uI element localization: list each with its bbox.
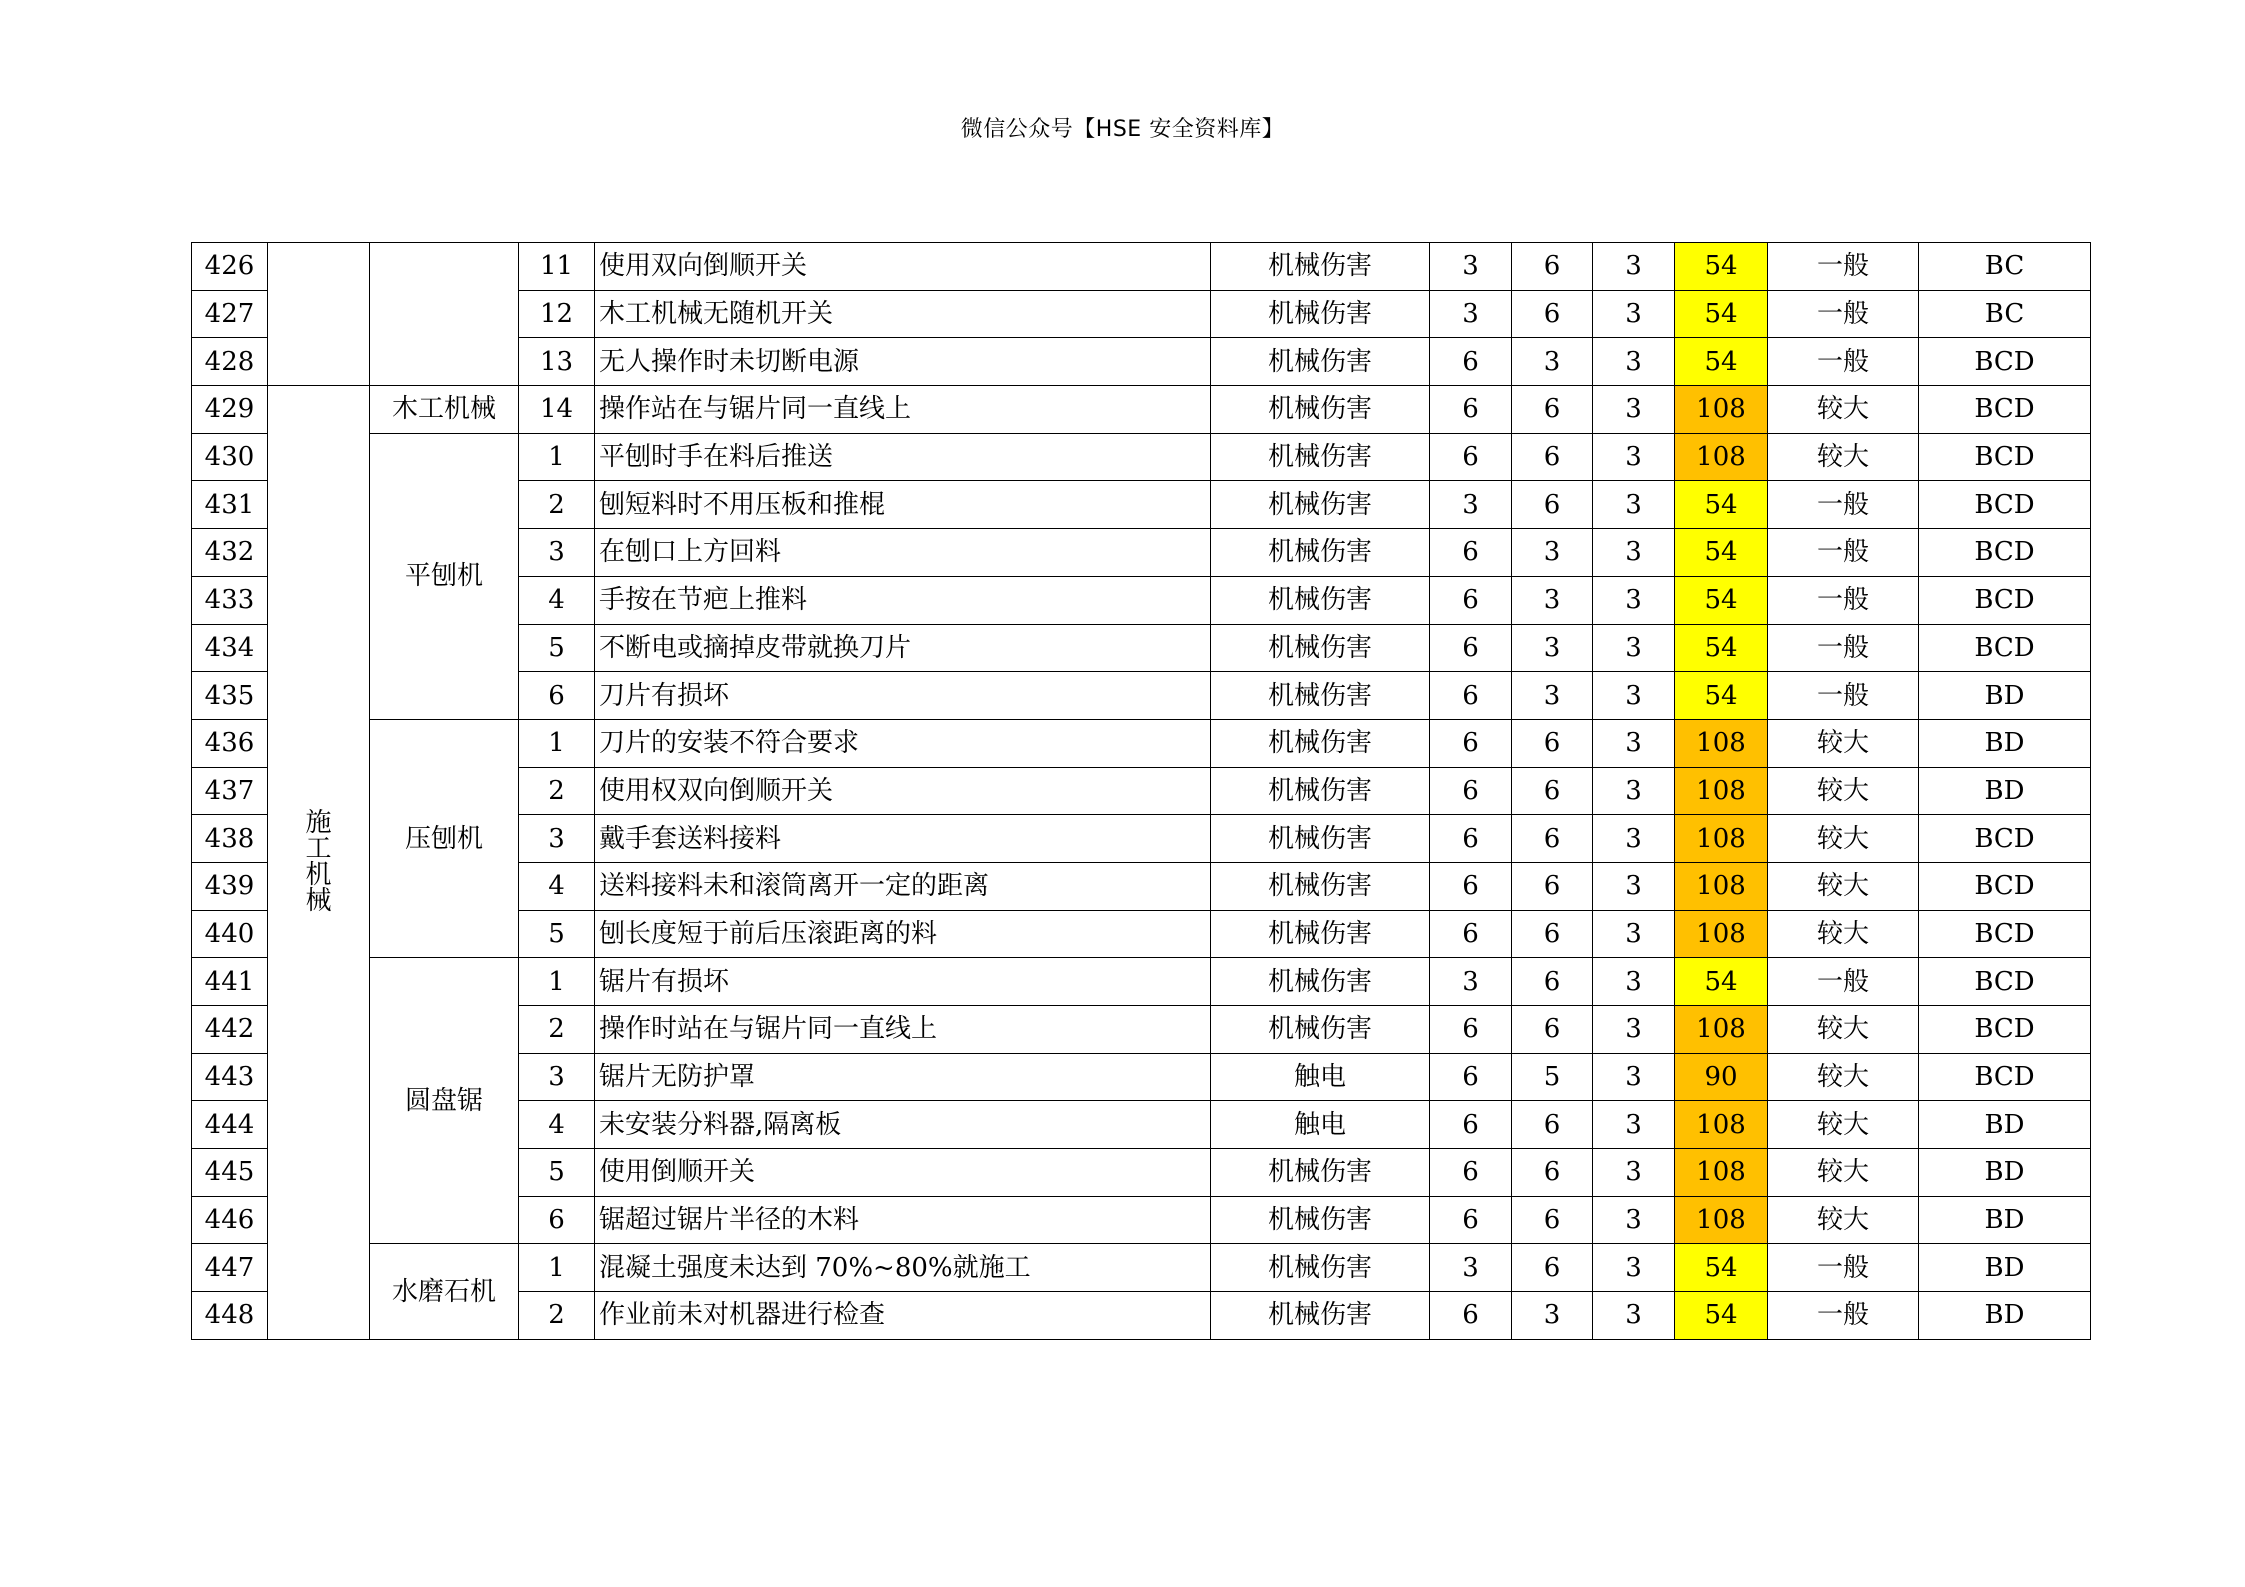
control-measures: BCD (1919, 862, 2091, 910)
control-measures: BC (1919, 290, 2091, 338)
hazard-description: 戴手套送料接料 (595, 815, 1211, 863)
score-c: 3 (1593, 1292, 1675, 1340)
item-index: 1 (519, 433, 595, 481)
accident-type: 机械伤害 (1211, 243, 1430, 291)
row-number: 441 (192, 958, 268, 1006)
item-index: 1 (519, 1244, 595, 1292)
hazard-description: 操作时站在与锯片同一直线上 (595, 1006, 1211, 1054)
score-c: 3 (1593, 719, 1675, 767)
score-c: 3 (1593, 433, 1675, 481)
score-c: 3 (1593, 1196, 1675, 1244)
score-d: 108 (1675, 433, 1768, 481)
hazard-description: 平刨时手在料后推送 (595, 433, 1211, 481)
control-measures: BCD (1919, 958, 2091, 1006)
control-measures: BD (1919, 1101, 2091, 1149)
score-d: 108 (1675, 1196, 1768, 1244)
row-number: 444 (192, 1101, 268, 1149)
accident-type: 机械伤害 (1211, 433, 1430, 481)
score-l: 6 (1430, 1101, 1512, 1149)
row-number: 430 (192, 433, 268, 481)
score-l: 6 (1430, 1149, 1512, 1197)
row-number: 436 (192, 719, 268, 767)
score-l: 3 (1430, 243, 1512, 291)
accident-type: 机械伤害 (1211, 576, 1430, 624)
score-l: 3 (1430, 290, 1512, 338)
control-measures: BCD (1919, 338, 2091, 386)
score-c: 3 (1593, 386, 1675, 434)
score-e: 3 (1512, 1292, 1593, 1340)
score-l: 6 (1430, 815, 1512, 863)
score-c: 3 (1593, 624, 1675, 672)
score-e: 6 (1512, 1149, 1593, 1197)
accident-type: 机械伤害 (1211, 1149, 1430, 1197)
score-d: 54 (1675, 1244, 1768, 1292)
control-measures: BCD (1919, 481, 2091, 529)
accident-type: 机械伤害 (1211, 767, 1430, 815)
score-d: 108 (1675, 719, 1768, 767)
score-d: 108 (1675, 815, 1768, 863)
accident-type: 触电 (1211, 1053, 1430, 1101)
risk-level: 较大 (1768, 433, 1919, 481)
equipment-cell: 木工机械 (370, 386, 519, 434)
control-measures: BD (1919, 672, 2091, 720)
row-number: 431 (192, 481, 268, 529)
score-c: 3 (1593, 910, 1675, 958)
control-measures: BD (1919, 767, 2091, 815)
item-index: 5 (519, 624, 595, 672)
score-d: 54 (1675, 243, 1768, 291)
score-l: 6 (1430, 1006, 1512, 1054)
accident-type: 机械伤害 (1211, 386, 1430, 434)
row-number: 426 (192, 243, 268, 291)
accident-type: 机械伤害 (1211, 481, 1430, 529)
score-d: 108 (1675, 910, 1768, 958)
item-index: 14 (519, 386, 595, 434)
hazard-description: 刨长度短于前后压滚距离的料 (595, 910, 1211, 958)
risk-level: 一般 (1768, 290, 1919, 338)
risk-level: 一般 (1768, 529, 1919, 577)
control-measures: BCD (1919, 910, 2091, 958)
score-d: 108 (1675, 862, 1768, 910)
score-d: 108 (1675, 386, 1768, 434)
row-number: 437 (192, 767, 268, 815)
control-measures: BCD (1919, 433, 2091, 481)
score-c: 3 (1593, 767, 1675, 815)
item-index: 5 (519, 1149, 595, 1197)
row-number: 447 (192, 1244, 268, 1292)
score-l: 6 (1430, 576, 1512, 624)
hazard-description: 锯片有损坏 (595, 958, 1211, 1006)
score-d: 54 (1675, 958, 1768, 1006)
score-c: 3 (1593, 338, 1675, 386)
risk-level: 较大 (1768, 719, 1919, 767)
risk-level: 较大 (1768, 1196, 1919, 1244)
control-measures: BD (1919, 1149, 2091, 1197)
hazard-description: 木工机械无随机开关 (595, 290, 1211, 338)
risk-level: 一般 (1768, 576, 1919, 624)
item-index: 11 (519, 243, 595, 291)
control-measures: BCD (1919, 529, 2091, 577)
risk-level: 一般 (1768, 672, 1919, 720)
control-measures: BD (1919, 1292, 2091, 1340)
item-index: 4 (519, 576, 595, 624)
risk-level: 较大 (1768, 1149, 1919, 1197)
risk-assessment-table (191, 242, 2091, 1340)
score-c: 3 (1593, 958, 1675, 1006)
control-measures: BCD (1919, 386, 2091, 434)
item-index: 2 (519, 1292, 595, 1340)
score-c: 3 (1593, 862, 1675, 910)
row-number: 448 (192, 1292, 268, 1340)
hazard-description: 混凝土强度未达到 70%~80%就施工 (595, 1244, 1211, 1292)
risk-level: 较大 (1768, 1053, 1919, 1101)
item-index: 4 (519, 862, 595, 910)
risk-level: 一般 (1768, 338, 1919, 386)
row-number: 434 (192, 624, 268, 672)
accident-type: 机械伤害 (1211, 624, 1430, 672)
score-d: 54 (1675, 481, 1768, 529)
score-l: 6 (1430, 1292, 1512, 1340)
score-d: 54 (1675, 624, 1768, 672)
hazard-description: 手按在节疤上推料 (595, 576, 1211, 624)
item-index: 6 (519, 672, 595, 720)
accident-type: 机械伤害 (1211, 910, 1430, 958)
hazard-description: 刀片有损坏 (595, 672, 1211, 720)
category-cell (268, 386, 370, 1340)
item-index: 3 (519, 1053, 595, 1101)
row-number: 442 (192, 1006, 268, 1054)
score-c: 3 (1593, 1149, 1675, 1197)
score-l: 6 (1430, 910, 1512, 958)
risk-level: 一般 (1768, 1244, 1919, 1292)
accident-type: 触电 (1211, 1101, 1430, 1149)
accident-type: 机械伤害 (1211, 1244, 1430, 1292)
row-number: 428 (192, 338, 268, 386)
score-c: 3 (1593, 529, 1675, 577)
accident-type: 机械伤害 (1211, 815, 1430, 863)
control-measures: BD (1919, 1196, 2091, 1244)
score-l: 6 (1430, 624, 1512, 672)
score-e: 6 (1512, 1196, 1593, 1244)
row-number: 438 (192, 815, 268, 863)
score-e: 3 (1512, 624, 1593, 672)
row-number: 427 (192, 290, 268, 338)
blank-equipment-cell (370, 243, 519, 386)
score-l: 6 (1430, 386, 1512, 434)
accident-type: 机械伤害 (1211, 529, 1430, 577)
score-l: 3 (1430, 958, 1512, 1006)
score-l: 6 (1430, 1196, 1512, 1244)
hazard-description: 使用权双向倒顺开关 (595, 767, 1211, 815)
score-d: 54 (1675, 576, 1768, 624)
score-e: 6 (1512, 1006, 1593, 1054)
row-number: 439 (192, 862, 268, 910)
hazard-description: 操作站在与锯片同一直线上 (595, 386, 1211, 434)
control-measures: BCD (1919, 624, 2091, 672)
item-index: 6 (519, 1196, 595, 1244)
row-number: 445 (192, 1149, 268, 1197)
risk-level: 较大 (1768, 862, 1919, 910)
score-l: 6 (1430, 862, 1512, 910)
item-index: 12 (519, 290, 595, 338)
risk-level: 一般 (1768, 958, 1919, 1006)
item-index: 2 (519, 1006, 595, 1054)
risk-level: 较大 (1768, 767, 1919, 815)
table-row (192, 243, 2091, 291)
hazard-description: 锯片无防护罩 (595, 1053, 1211, 1101)
hazard-description: 送料接料未和滚筒离开一定的距离 (595, 862, 1211, 910)
score-e: 6 (1512, 719, 1593, 767)
control-measures: BCD (1919, 1006, 2091, 1054)
hazard-description: 在刨口上方回料 (595, 529, 1211, 577)
accident-type: 机械伤害 (1211, 1196, 1430, 1244)
hazard-description: 刀片的安装不符合要求 (595, 719, 1211, 767)
item-index: 3 (519, 815, 595, 863)
score-e: 6 (1512, 433, 1593, 481)
risk-level: 较大 (1768, 910, 1919, 958)
risk-level: 较大 (1768, 815, 1919, 863)
accident-type: 机械伤害 (1211, 290, 1430, 338)
accident-type: 机械伤害 (1211, 958, 1430, 1006)
score-l: 6 (1430, 767, 1512, 815)
score-l: 3 (1430, 1244, 1512, 1292)
control-measures: BCD (1919, 815, 2091, 863)
hazard-description: 刨短料时不用压板和推棍 (595, 481, 1211, 529)
row-number: 432 (192, 529, 268, 577)
item-index: 2 (519, 767, 595, 815)
equipment-cell: 水磨石机 (370, 1244, 519, 1339)
score-e: 6 (1512, 958, 1593, 1006)
score-d: 54 (1675, 672, 1768, 720)
page-header: 微信公众号【HSE 安全资料库】 (960, 117, 1285, 142)
score-e: 6 (1512, 481, 1593, 529)
score-c: 3 (1593, 1244, 1675, 1292)
score-d: 54 (1675, 529, 1768, 577)
row-number: 443 (192, 1053, 268, 1101)
score-e: 6 (1512, 767, 1593, 815)
control-measures: BCD (1919, 576, 2091, 624)
accident-type: 机械伤害 (1211, 1292, 1430, 1340)
score-c: 3 (1593, 243, 1675, 291)
score-e: 6 (1512, 1244, 1593, 1292)
control-measures: BD (1919, 1244, 2091, 1292)
control-measures: BCD (1919, 1053, 2091, 1101)
accident-type: 机械伤害 (1211, 862, 1430, 910)
accident-type: 机械伤害 (1211, 719, 1430, 767)
score-c: 3 (1593, 1006, 1675, 1054)
risk-level: 一般 (1768, 481, 1919, 529)
risk-level: 较大 (1768, 386, 1919, 434)
item-index: 2 (519, 481, 595, 529)
score-e: 5 (1512, 1053, 1593, 1101)
control-measures: BD (1919, 719, 2091, 767)
score-l: 6 (1430, 719, 1512, 767)
score-d: 90 (1675, 1053, 1768, 1101)
table-row (192, 386, 2091, 434)
hazard-description: 使用双向倒顺开关 (595, 243, 1211, 291)
risk-level: 一般 (1768, 243, 1919, 291)
score-e: 3 (1512, 576, 1593, 624)
equipment-cell: 平刨机 (370, 433, 519, 719)
score-e: 3 (1512, 338, 1593, 386)
row-number: 433 (192, 576, 268, 624)
table-row (192, 433, 2091, 481)
row-number: 435 (192, 672, 268, 720)
score-c: 3 (1593, 481, 1675, 529)
score-c: 3 (1593, 290, 1675, 338)
score-e: 6 (1512, 290, 1593, 338)
hazard-description: 未安装分料器,隔离板 (595, 1101, 1211, 1149)
score-e: 6 (1512, 910, 1593, 958)
score-d: 108 (1675, 1101, 1768, 1149)
accident-type: 机械伤害 (1211, 672, 1430, 720)
equipment-cell: 圆盘锯 (370, 958, 519, 1244)
score-l: 6 (1430, 529, 1512, 577)
item-index: 5 (519, 910, 595, 958)
risk-level: 一般 (1768, 1292, 1919, 1340)
hazard-description: 使用倒顺开关 (595, 1149, 1211, 1197)
item-index: 13 (519, 338, 595, 386)
table-row (192, 719, 2091, 767)
item-index: 3 (519, 529, 595, 577)
score-e: 3 (1512, 529, 1593, 577)
item-index: 4 (519, 1101, 595, 1149)
score-c: 3 (1593, 1053, 1675, 1101)
score-d: 108 (1675, 767, 1768, 815)
hazard-description: 锯超过锯片半径的木料 (595, 1196, 1211, 1244)
score-c: 3 (1593, 576, 1675, 624)
item-index: 1 (519, 958, 595, 1006)
score-l: 6 (1430, 433, 1512, 481)
hazard-description: 无人操作时未切断电源 (595, 338, 1211, 386)
score-d: 108 (1675, 1149, 1768, 1197)
row-number: 429 (192, 386, 268, 434)
score-e: 6 (1512, 1101, 1593, 1149)
score-d: 54 (1675, 1292, 1768, 1340)
accident-type: 机械伤害 (1211, 1006, 1430, 1054)
accident-type: 机械伤害 (1211, 338, 1430, 386)
hazard-description: 不断电或摘掉皮带就换刀片 (595, 624, 1211, 672)
score-e: 6 (1512, 815, 1593, 863)
score-e: 6 (1512, 243, 1593, 291)
score-d: 54 (1675, 338, 1768, 386)
table-row (192, 958, 2091, 1006)
row-number: 440 (192, 910, 268, 958)
score-e: 6 (1512, 386, 1593, 434)
score-l: 6 (1430, 338, 1512, 386)
control-measures: BC (1919, 243, 2091, 291)
score-e: 3 (1512, 672, 1593, 720)
score-d: 54 (1675, 290, 1768, 338)
score-e: 6 (1512, 862, 1593, 910)
score-c: 3 (1593, 672, 1675, 720)
risk-level: 较大 (1768, 1006, 1919, 1054)
score-l: 6 (1430, 1053, 1512, 1101)
risk-level: 较大 (1768, 1101, 1919, 1149)
blank-category-cell (268, 243, 370, 386)
score-l: 3 (1430, 481, 1512, 529)
category-label: 施工机械 (305, 808, 332, 917)
row-number: 446 (192, 1196, 268, 1244)
score-c: 3 (1593, 1101, 1675, 1149)
item-index: 1 (519, 719, 595, 767)
risk-level: 一般 (1768, 624, 1919, 672)
score-d: 108 (1675, 1006, 1768, 1054)
score-c: 3 (1593, 815, 1675, 863)
table-row (192, 1244, 2091, 1292)
score-l: 6 (1430, 672, 1512, 720)
equipment-cell: 压刨机 (370, 719, 519, 957)
hazard-description: 作业前未对机器进行检查 (595, 1292, 1211, 1340)
